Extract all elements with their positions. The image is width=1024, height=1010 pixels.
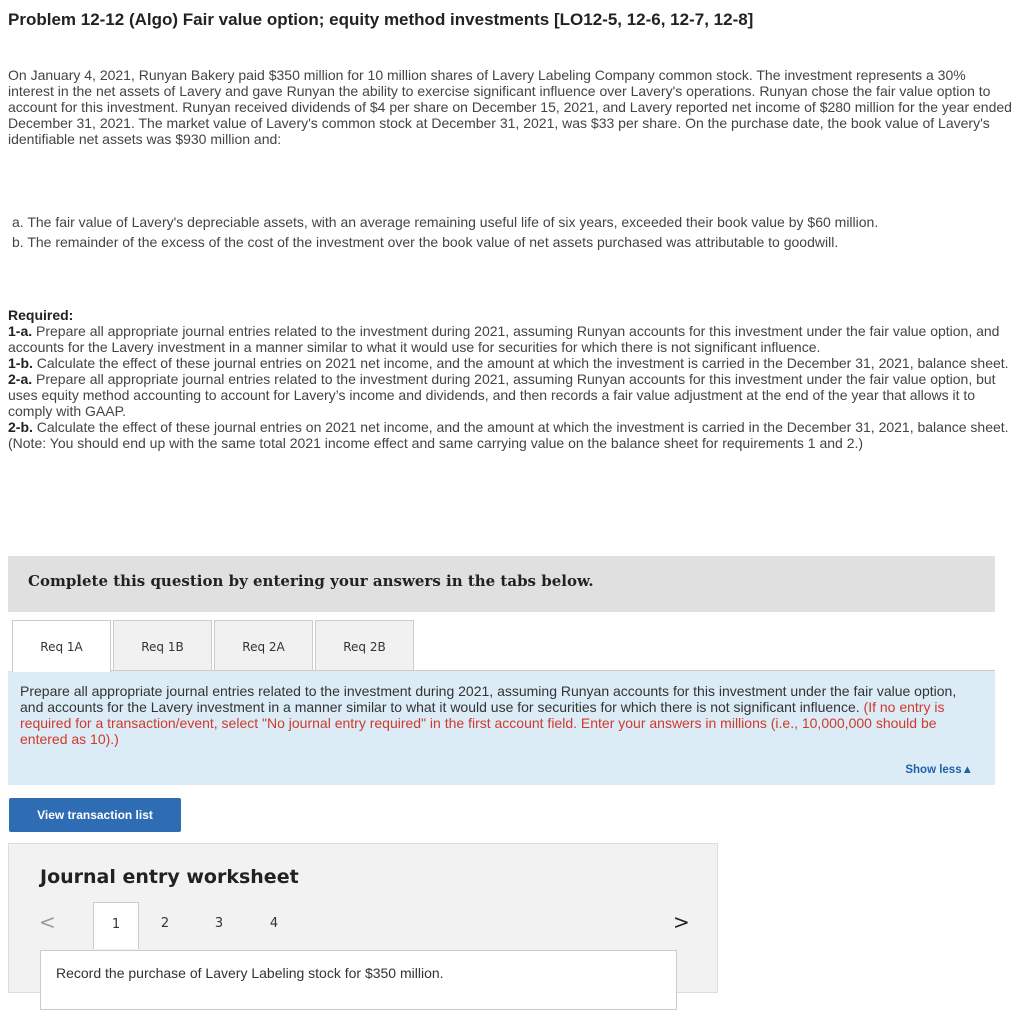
instructions-panel — [8, 671, 995, 785]
tab-req-2b[interactable]: Req 2B — [315, 620, 414, 671]
worksheet-title: Journal entry worksheet — [40, 866, 299, 888]
instructions-note: (If no entry is required for a transaction/event, select "No journal entry required" in the first account field. Enter your answers in millions (i.e., 10,000,000 should be entered as 10).) — [20, 699, 945, 747]
problem-parts-list — [12, 214, 1016, 250]
worksheet-pagination — [37, 902, 697, 950]
part-b: b. The remainder of the excess of the cost of the investment over the book value of net assets purchased was attributable to goodwill. — [12, 234, 839, 250]
tab-req-1a[interactable]: Req 1A — [12, 620, 111, 672]
show-less-link[interactable] — [905, 762, 973, 778]
required-label: 1-a. — [8, 323, 33, 339]
problem-intro: On January 4, 2021, Runyan Bakery paid $350 million for 10 million shares of Lavery Labeling Company common stock. The investment represents a 30% interest in the net assets of Lavery and gave Runyan the ability to exercise significant influence over Lavery's operations. Runyan chose the fair value option to account for this investment. Runyan received dividends of $4 per share on December 15, 2021, and Lavery reported net income of $280 million for the year ended December 31, 2021. The market value of Lavery's common stock at December 31, 2021, was $33 per share. On the purchase date, the book value of Lavery's identifiable net assets was $930 million and: — [8, 67, 1012, 147]
required-item-2a — [8, 371, 1016, 419]
worksheet-page-4[interactable]: 4 — [269, 916, 279, 931]
worksheet-page-3[interactable]: 3 — [214, 916, 224, 931]
required-item-2b — [8, 419, 1016, 451]
required-text: Calculate the effect of these journal entries on 2021 net income, and the amount at which the investment is carried in the December 31, 2021, balance sheet. (Note: You should end up with the same total 2021 income effect and same carrying value on the balance sheet for requirements 1 and 2.) — [8, 419, 1009, 451]
show-less-label: Show less — [905, 764, 962, 776]
required-label: 1-b. — [8, 355, 33, 371]
journal-entry-worksheet — [8, 843, 718, 993]
required-label: 2-b. — [8, 419, 33, 435]
tab-req-2a[interactable]: Req 2A — [214, 620, 313, 671]
required-item-1b — [8, 355, 1016, 371]
transaction-description: Record the purchase of Lavery Labeling stock for $350 million. — [40, 950, 677, 1010]
required-text: Prepare all appropriate journal entries related to the investment during 2021, assuming Runyan accounts for this investment under the fair value option, but uses equity method accounting to account for Lavery’s income and dividends, and then records a fair value adjustment at the end of the year that allows it to comply with GAAP. — [8, 371, 996, 419]
worksheet-page-1[interactable]: 1 — [93, 902, 139, 949]
chevron-left-icon[interactable]: < — [39, 910, 56, 934]
instructions-text: Prepare all appropriate journal entries related to the investment during 2021, assuming Runyan accounts for this investment under the fair value option, and accounts for the Lavery investment in a manner similar to what it would use for securities for which there is not significant influence. — [20, 683, 957, 715]
required-item-1a — [8, 323, 1016, 355]
tab-req-1b[interactable]: Req 1B — [113, 620, 212, 671]
required-text: Calculate the effect of these journal entries on 2021 net income, and the amount at which the investment is carried in the December 31, 2021, balance sheet. — [32, 355, 1009, 371]
required-text: Prepare all appropriate journal entries related to the investment during 2021, assuming Runyan accounts for this investment under the fair value option, and accounts for the Lavery investment in a manner similar to what it would use for securities for which there is not significant influence. — [8, 323, 1000, 355]
required-heading: Required: — [8, 307, 74, 323]
required-section — [8, 307, 1016, 451]
required-label: 2-a. — [8, 371, 33, 387]
worksheet-page-2[interactable]: 2 — [160, 916, 170, 931]
problem-title: Problem 12-12 (Algo) Fair value option; equity method investments [LO12-5, 12-6, 12-7, 12-8] — [8, 10, 754, 29]
part-a: a. The fair value of Lavery's depreciable assets, with an average remaining useful life of six years, exceeded their book value by $60 million. — [12, 214, 879, 230]
view-transaction-list-button[interactable]: View transaction list — [9, 798, 181, 832]
complete-prompt-banner: Complete this question by entering your answers in the tabs below. — [8, 556, 995, 612]
chevron-right-icon[interactable]: > — [673, 910, 690, 934]
triangle-up-icon: ▲ — [961, 764, 973, 776]
